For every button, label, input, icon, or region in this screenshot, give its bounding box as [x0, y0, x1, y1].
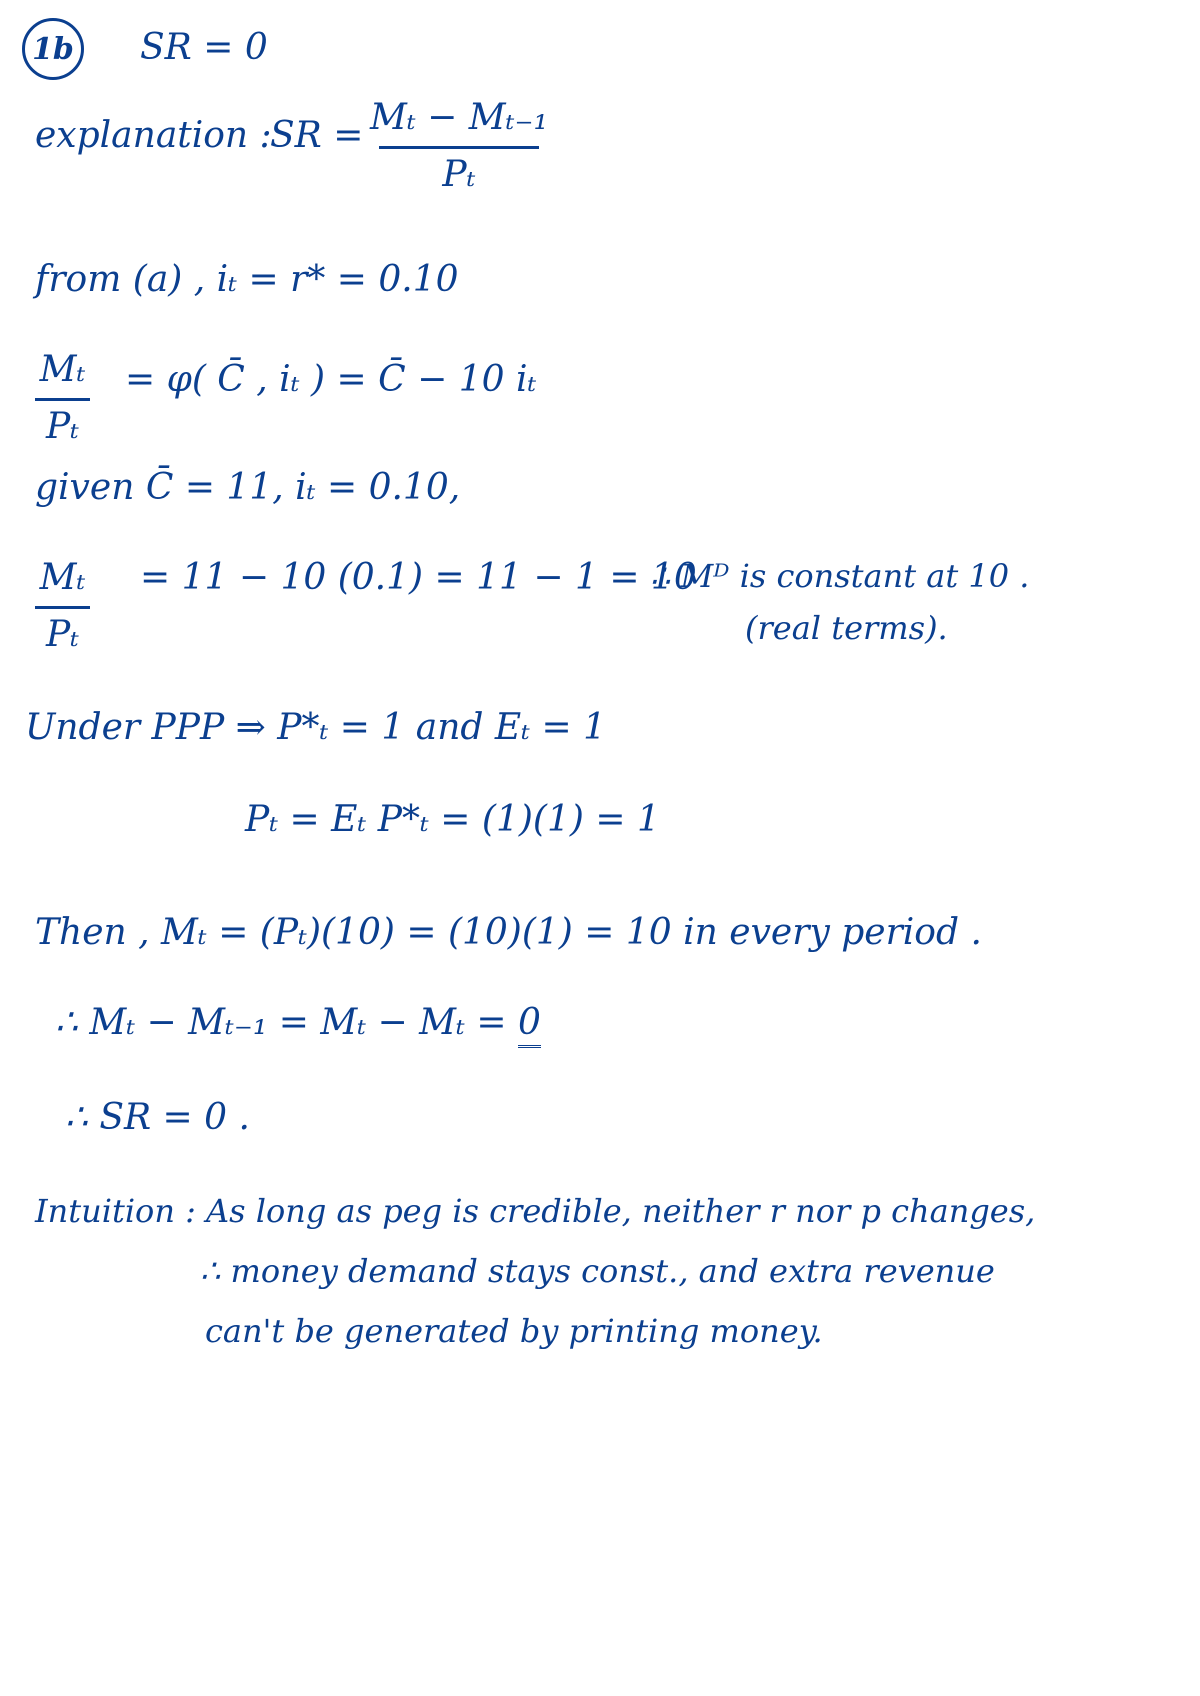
- pt-denominator: Pₜ: [45, 406, 80, 447]
- real-money-computation: = 11 − 10 (0.1) = 11 − 1 = 10: [140, 557, 697, 598]
- money-price-fraction-2: [35, 557, 90, 655]
- intuition-line-3: can't be generated by printing money.: [205, 1312, 823, 1350]
- underlined-zero: 0: [518, 1002, 541, 1048]
- explanation-label: explanation :: [35, 115, 272, 156]
- given-line: given C̄ = 11, iₜ = 0.10,: [35, 467, 461, 508]
- sr-denominator: Pₜ: [442, 154, 476, 195]
- intuition-line-1: Intuition : As long as peg is credible, neither r nor p changes,: [35, 1192, 1036, 1230]
- mt-numerator: Mₜ: [39, 349, 86, 390]
- sr-equals-label: SR =: [270, 115, 364, 156]
- money-difference-line: [55, 1002, 541, 1043]
- then-line: Then , Mₜ = (Pₜ)(10) = (10)(1) = 10 in every period .: [35, 912, 982, 953]
- intuition-line-2: ∴ money demand stays const., and extra revenue: [200, 1252, 995, 1290]
- money-difference-text: ∴ Mₜ − Mₜ₋₁ = Mₜ − Mₜ =: [55, 1002, 518, 1043]
- price-level-line: Pₜ = Eₜ P*ₜ = (1)(1) = 1: [245, 799, 660, 840]
- question-number-circle: [22, 18, 84, 80]
- fraction-bar: [35, 398, 90, 401]
- pt-denominator-2: Pₜ: [45, 614, 80, 655]
- fraction-bar: [379, 146, 539, 149]
- sr-final-line: ∴ SR = 0 .: [65, 1097, 250, 1138]
- fraction-bar: [35, 606, 90, 609]
- money-demand-note: ∴ Mᴰ is constant at 10 .: [650, 557, 1030, 595]
- sr-numerator: Mₜ − Mₜ₋₁: [370, 97, 548, 138]
- ppp-line: Under PPP ⇒ P*ₜ = 1 and Eₜ = 1: [25, 707, 606, 748]
- question-number: 1b: [32, 31, 74, 67]
- mt-numerator-2: Mₜ: [39, 557, 86, 598]
- money-price-fraction-1: [35, 349, 90, 447]
- real-terms-note: (real terms).: [745, 609, 948, 647]
- money-demand-equation: = φ( C̄ , iₜ ) = C̄ − 10 iₜ: [125, 359, 537, 400]
- seigniorage-fraction: [370, 97, 548, 195]
- from-a-line: from (a) , iₜ = r* = 0.10: [35, 259, 459, 300]
- answer-line: SR = 0: [140, 27, 268, 68]
